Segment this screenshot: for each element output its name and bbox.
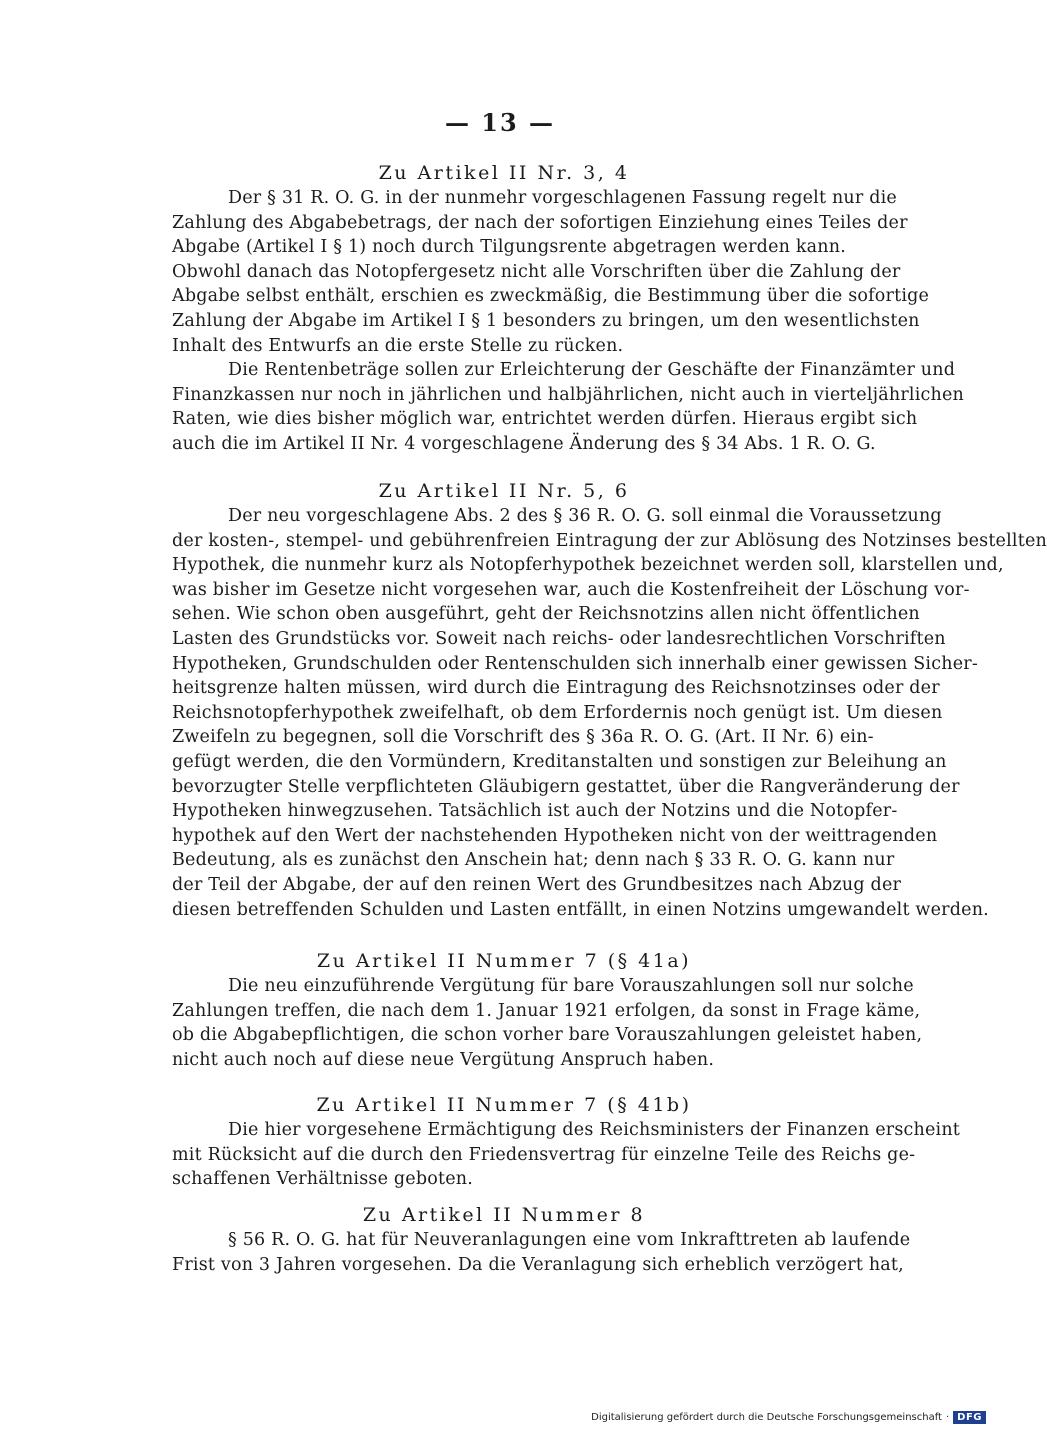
text-line: Hypotheken hinwegzusehen. Tatsächlich ist auch der Notzins und die Notopfer- <box>172 801 898 822</box>
text-line: der kosten-, stempel- und gebührenfreien Eintragung der zur Ablösung des Notzinses bestellten <box>172 530 1047 551</box>
section-heading: Zu Artikel II Nr. 5, 6 <box>378 480 630 502</box>
text-line: sehen. Wie schon oben ausgeführt, geht der Reichsnotzins allen nicht öffentlichen <box>172 604 920 625</box>
text-line: Frist von 3 Jahren vorgesehen. Da die Veranlagung sich erheblich verzögert hat, <box>172 1254 904 1275</box>
text-line: Die hier vorgesehene Ermächtigung des Reichsministers der Finanzen erscheint <box>228 1120 961 1140</box>
section-paragraph <box>172 186 965 457</box>
text-line: Bedeutung, als es zunächst den Anschein hat; denn nach § 33 R. O. G. kann nur <box>172 850 895 871</box>
text-line: Hypothek, die nunmehr kurz als Notopferhypothek bezeichnet werden soll, klarstellen und, <box>172 555 1004 576</box>
section-paragraph <box>172 1228 911 1277</box>
text-line: Zahlungen treffen, die nach dem 1. Januar 1921 erfolgen, da sonst in Frage käme, <box>172 1000 921 1021</box>
text-line: auch die im Artikel II Nr. 4 vorgeschlagene Änderung des § 34 Abs. 1 R. O. G. <box>172 433 876 454</box>
section-heading: Zu Artikel II Nr. 3, 4 <box>378 162 630 184</box>
text-line: nicht auch noch auf diese neue Vergütung Anspruch haben. <box>172 1049 715 1070</box>
text-line: gefügt werden, die den Vormündern, Kreditanstalten und sonstigen zur Beleihung an <box>172 751 947 772</box>
section <box>172 1092 961 1192</box>
text-line: bevorzugter Stelle verpflichteten Gläubigern gestattet, über die Rangveränderung der <box>172 776 960 797</box>
text-line: Zahlung des Abgabebetrags, der nach der sofortigen Einziehung eines Teiles der <box>172 212 908 233</box>
section-paragraph <box>172 974 923 1072</box>
text-line: Lasten des Grundstücks vor. Soweit nach reichs- oder landesrechtlichen Vorschriften <box>172 628 946 649</box>
text-line: Inhalt des Entwurfs an die erste Stelle zu rücken. <box>172 335 624 356</box>
section <box>172 1202 911 1277</box>
text-line: Der neu vorgeschlagene Abs. 2 des § 36 R. O. G. soll einmal die Voraussetzung <box>228 506 942 526</box>
section-heading: Zu Artikel II Nummer 7 (§ 41b) <box>316 1094 692 1116</box>
section-heading: Zu Artikel II Nummer 8 <box>362 1204 646 1226</box>
text-line: der Teil der Abgabe, der auf den reinen Wert des Grundbesitzes nach Abzug der <box>172 874 902 895</box>
section-heading: Zu Artikel II Nummer 7 (§ 41a) <box>316 950 692 972</box>
text-line: Die neu einzuführende Vergütung für bare Vorauszahlungen soll nur solche <box>228 976 914 996</box>
footer: Digitalisierung gefördert durch die Deutsche Forschungsgemeinschaft · DFG <box>591 1411 986 1424</box>
text-line: heitsgrenze halten müssen, wird durch die Eintragung des Reichsnotzinses oder der <box>172 678 940 699</box>
page-number: — 13 — <box>444 108 556 137</box>
text-line: Zweifeln zu begegnen, soll die Vorschrift des § 36a R. O. G. (Art. II Nr. 6) ein- <box>172 727 874 748</box>
text-line: Die Rentenbeträge sollen zur Erleichterung der Geschäfte der Finanzämter und <box>228 360 956 381</box>
text-line: Reichsnotopferhypothek zweifelhaft, ob dem Erfordernis noch genügt ist. Um diesen <box>172 702 943 723</box>
text-line: Abgabe selbst enthält, erschien es zweckmäßig, die Bestimmung über die sofortige <box>172 286 930 307</box>
text-line: schaffenen Verhältnisse geboten. <box>172 1169 474 1190</box>
text-line: Zahlung der Abgabe im Artikel I § 1 besonders zu bringen, um den wesentlichsten <box>172 310 920 331</box>
text-line: hypothek auf den Wert der nachstehenden Hypotheken nicht von der weittragenden <box>172 825 938 846</box>
text-line: § 56 R. O. G. hat für Neuveranlagungen eine vom Inkrafttreten ab laufende <box>228 1230 911 1250</box>
text-line: Hypotheken, Grundschulden oder Rentenschulden sich innerhalb einer gewissen Sicher- <box>172 653 978 674</box>
section-paragraph <box>172 504 1047 922</box>
text-line: diesen betreffenden Schulden und Lasten entfällt, in einen Notzins umgewandelt werden. <box>172 899 989 920</box>
dfg-logo: DFG <box>953 1411 986 1424</box>
text-line: Obwohl danach das Notopfergesetz nicht alle Vorschriften über die Zahlung der <box>172 261 901 282</box>
footer-credit: Digitalisierung gefördert durch die Deutsche Forschungsgemeinschaft <box>591 1412 942 1423</box>
text-line: Abgabe (Artikel I § 1) noch durch Tilgungsrente abgetragen werden kann. <box>172 237 846 258</box>
section <box>172 160 965 457</box>
section <box>172 478 1047 922</box>
text-line: was bisher im Gesetze nicht vorgesehen war, auch die Kostenfreiheit der Löschung vor- <box>172 579 970 600</box>
section-paragraph <box>172 1118 961 1192</box>
text-line: ob die Abgabepflichtigen, die schon vorher bare Vorauszahlungen geleistet haben, <box>172 1025 923 1046</box>
section <box>172 948 923 1072</box>
text-line: Der § 31 R. O. G. in der nunmehr vorgeschlagenen Fassung regelt nur die <box>228 188 897 208</box>
text-line: Finanzkassen nur noch in jährlichen und halbjährlichen, nicht auch in vierteljährlichen <box>172 384 965 405</box>
text-line: Raten, wie dies bisher möglich war, entrichtet werden dürfen. Hieraus ergibt sich <box>172 409 918 430</box>
text-line: mit Rücksicht auf die durch den Friedensvertrag für einzelne Teile des Reichs ge- <box>172 1144 916 1165</box>
